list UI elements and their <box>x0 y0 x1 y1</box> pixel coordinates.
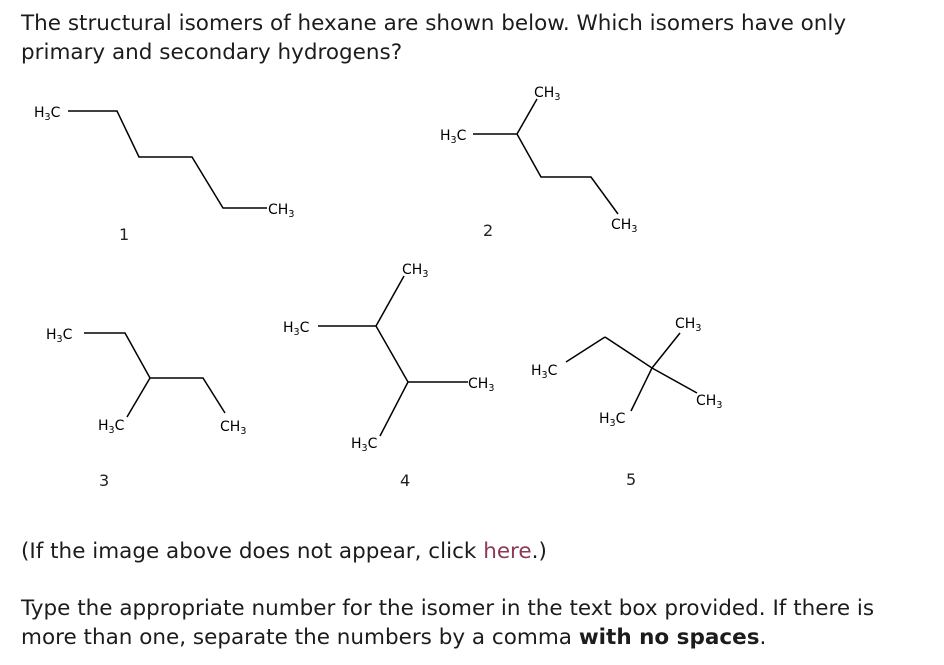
isomer-4-ch3-right-label: $CH_3$ <box>468 376 495 394</box>
isomer-5-left-bond <box>566 337 605 362</box>
isomer-2-branch-bond <box>517 99 537 134</box>
answer-instructions <box>21 594 931 652</box>
isomer-1-h3c-label: H3C <box>34 105 61 123</box>
isomer-5-bottom-right-bond <box>652 368 697 393</box>
isomer-2-top-ch3-label: $CH_3$ <box>534 85 561 103</box>
isomer-3-main-chain <box>84 333 225 413</box>
isomer-3-number: 3 <box>99 471 110 490</box>
isomer-4-h3c-left-label: H3C <box>283 320 310 338</box>
isomer-4-ch3-top-label: $CH_3$ <box>402 262 429 280</box>
isomer-5-ch3-top-label: $CH_3$ <box>675 316 702 334</box>
isomer-3-structure <box>46 327 246 490</box>
isomer-4-top-bond <box>376 276 404 326</box>
isomer-5-number: 5 <box>626 470 637 489</box>
isomer-5-bottom-bond <box>631 368 652 411</box>
isomer-5-h3c-bottom-label: H3C <box>599 411 626 429</box>
isomer-4-main-chain <box>318 326 408 436</box>
isomer-2-structure <box>440 85 637 240</box>
isomer-4-structure <box>283 262 494 490</box>
isomer-3-ch3-label: $CH_3$ <box>220 419 247 437</box>
isomer-1-ch3-label: $CH_3$ <box>268 202 295 220</box>
isomer-1-number: 1 <box>119 225 130 244</box>
isomer-2-number: 2 <box>483 221 494 240</box>
isomer-2-bottom-ch3-label: $CH_3$ <box>611 217 638 235</box>
fallback-prefix: (If the image above does not appear, click <box>21 539 484 564</box>
isomer-2-main-chain <box>473 134 618 214</box>
here-link[interactable]: here <box>483 539 532 564</box>
isomer-1-bonds <box>68 111 267 208</box>
instructions-main: Type the appropriate number for the isomer in the text box provided. If there is more than one, separate the numbers by a comma <box>21 596 875 650</box>
isomer-4-h3c-bottom-label: H3C <box>351 436 378 454</box>
isomer-5-top-right-bond <box>652 333 680 368</box>
instructions-bold: with no spaces <box>578 625 760 650</box>
isomer-5-center-bond <box>605 337 652 368</box>
isomer-structures-svg <box>0 70 944 510</box>
image-fallback-text <box>21 537 547 566</box>
hexane-isomers-figure <box>0 70 944 510</box>
isomer-5-h3c-left-label: H3C <box>531 363 558 381</box>
isomer-2-h3c-label: H3C <box>440 128 467 146</box>
isomer-4-number: 4 <box>400 471 411 490</box>
instructions-end: . <box>759 625 767 650</box>
isomer-1-structure <box>34 105 294 244</box>
isomer-3-branch-bond <box>127 378 150 417</box>
isomer-5-ch3-right-label: $CH_3$ <box>696 393 723 411</box>
isomer-3-h3c-left-label: H3C <box>46 327 73 345</box>
fallback-suffix: .) <box>531 539 547 564</box>
isomer-5-structure <box>531 316 722 489</box>
isomer-3-h3c-bottom-label: H3C <box>98 418 125 436</box>
question-text: The structural isomers of hexane are shown below. Which isomers have only primary and secondary hydrogens? <box>21 11 847 65</box>
